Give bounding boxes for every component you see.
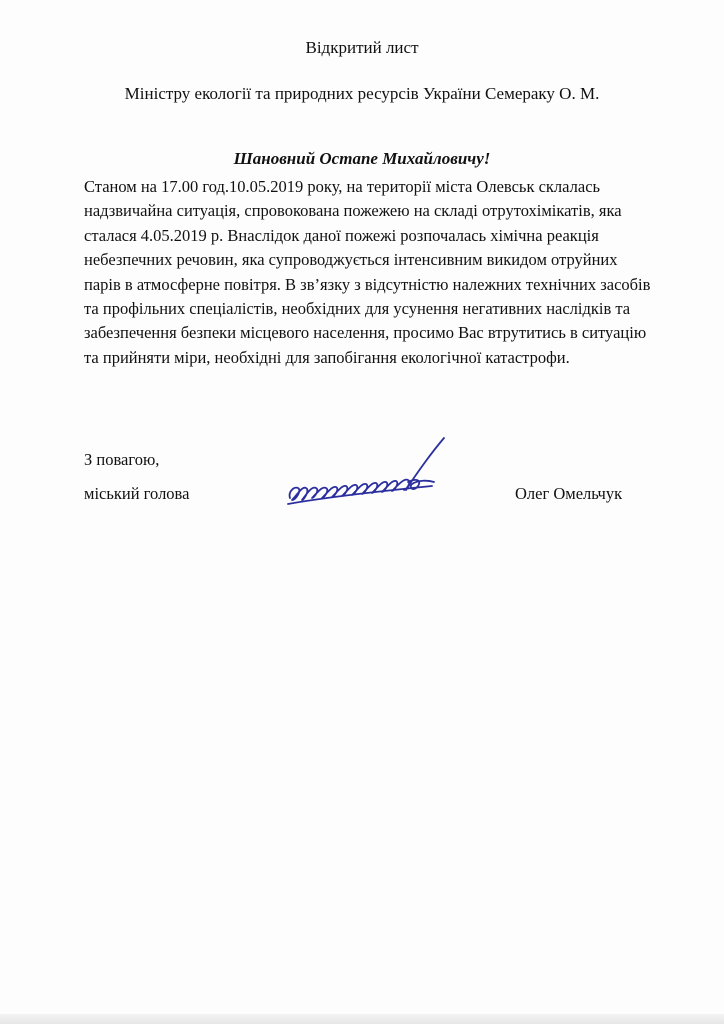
body-line: та профільних спеціалістів, необхідних для усунення негативних наслідків та [84, 299, 631, 319]
body-line: Станом на 17.00 год.10.05.2019 року, на території міста Олевськ склалась [84, 177, 601, 196]
signer-position: міський голова [84, 484, 190, 503]
letter-title: Відкритий лист [305, 38, 419, 57]
body-line: надзвичайна ситуація, спровокована пожежею на складі отрутохімікатів, яка [84, 201, 622, 221]
letter-recipient: Міністру екології та природних ресурсів України Семераку О. М. [124, 84, 600, 103]
letter-body [84, 175, 664, 370]
salutation: Шановний Остапе Михайловичу! [233, 149, 491, 168]
body-line: парів в атмосферне повітря. В зв’язку з відсутністю належних технічних засобів [84, 274, 651, 294]
closing-phrase: З повагою, [84, 450, 160, 469]
page-bottom-edge [0, 1014, 724, 1024]
body-line: та прийняти міри, необхідні для запобігання екологічної катастрофи. [84, 347, 570, 367]
body-line: сталася 4.05.2019 р. Внаслідок даної пожежі розпочалась хімічна реакція [84, 225, 599, 245]
body-line: забезпечення безпеки місцевого населення, просимо Вас втрутитись в ситуацію [84, 323, 647, 343]
handwritten-signature [282, 434, 452, 510]
signer-name: Олег Омельчук [515, 484, 623, 503]
body-line: небезпечних речовин, яка супроводжується інтенсивним викидом отруйних [84, 250, 618, 270]
